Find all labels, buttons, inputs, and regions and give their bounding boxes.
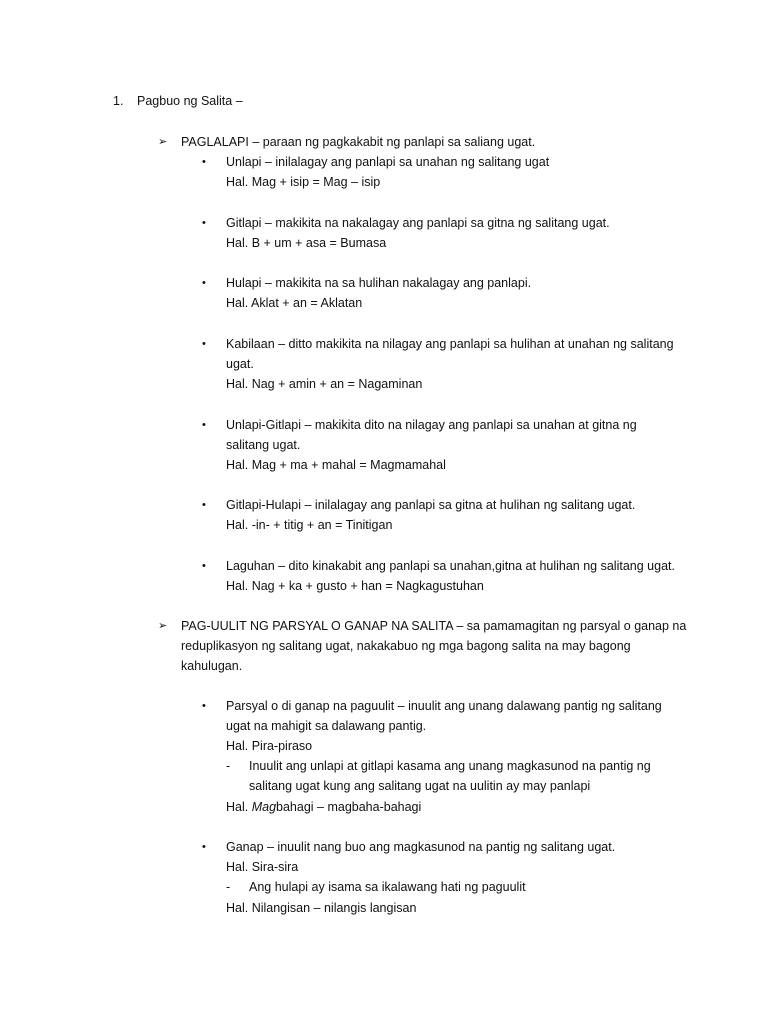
item-ganap-example: Hal. Sira-sira bbox=[226, 860, 299, 874]
sub-ganap-note: Ang hulapi ay isama sa ikalawang hati ng paguulit bbox=[249, 880, 526, 894]
item-parsyal-definition-cont: ugat na mahigit sa dalawang pantig. bbox=[226, 719, 427, 733]
bullet-icon: • bbox=[202, 700, 206, 712]
section-pag-uulit-title: PAG-UULIT NG PARSYAL O GANAP NA SALITA – sa pamamagitan ng parsyal o ganap na bbox=[181, 619, 687, 633]
item-unlapi-gitlapi-definition-cont: salitang ugat. bbox=[226, 438, 301, 452]
example-rest: bahagi – magbaha-bahagi bbox=[276, 800, 422, 814]
bullet-icon: • bbox=[202, 419, 206, 431]
item-parsyal-definition: Parsyal o di ganap na paguulit – inuulit ang unang dalawang pantig ng salitang bbox=[226, 699, 662, 713]
item-laguhan-example: Hal. Nag + ka + gusto + han = Nagkagustuhan bbox=[226, 579, 484, 593]
item-unlapi-gitlapi-example: Hal. Mag + ma + mahal = Magmamahal bbox=[226, 458, 446, 472]
bullet-icon: • bbox=[202, 156, 206, 168]
item-parsyal-sub-example bbox=[226, 799, 421, 815]
item-ganap-definition: Ganap – inuulit nang buo ang magkasunod na pantig ng salitang ugat. bbox=[226, 840, 616, 854]
item-kabilaan-example: Hal. Nag + amin + an = Nagaminan bbox=[226, 377, 423, 391]
arrow-bullet-icon: ➢ bbox=[158, 620, 168, 632]
item-hulapi-definition: Hulapi – makikita na sa hulihan nakalagay ang panlapi. bbox=[226, 276, 532, 290]
section-pag-uulit-desc-3: kahulugan. bbox=[181, 659, 243, 673]
item-unlapi-example: Hal. Mag + isip = Mag – isip bbox=[226, 175, 381, 189]
sub-parsyal-note: Inuulit ang unlapi at gitlapi kasama ang unang magkasunod na pantig ng bbox=[249, 759, 651, 773]
section-paglalapi-title: PAGLALAPI – paraan ng pagkakabit ng panlapi sa saliang ugat. bbox=[181, 135, 536, 149]
bullet-icon: • bbox=[202, 277, 206, 289]
bullet-icon: • bbox=[202, 560, 206, 572]
item-gitlapi-hulapi-example: Hal. -in- + titig + an = Tinitigan bbox=[226, 518, 393, 532]
heading-title: Pagbuo ng Salita – bbox=[137, 94, 243, 108]
item-parsyal-example: Hal. Pira-piraso bbox=[226, 739, 313, 753]
item-unlapi-gitlapi-definition: Unlapi-Gitlapi – makikita dito na nilagay ang panlapi sa unahan at gitna ng bbox=[226, 418, 637, 432]
item-gitlapi-example: Hal. B + um + asa = Bumasa bbox=[226, 236, 387, 250]
example-italic-prefix: Mag bbox=[251, 800, 277, 814]
arrow-bullet-icon: ➢ bbox=[158, 136, 168, 148]
section-pag-uulit-desc-2: reduplikasyon ng salitang ugat, nakakabuo ng mga bagong salita na may bagong bbox=[181, 639, 631, 653]
item-hulapi-example: Hal. Aklat + an = Aklatan bbox=[226, 296, 363, 310]
dash-bullet: - bbox=[226, 880, 231, 894]
bullet-icon: • bbox=[202, 499, 206, 511]
sub-parsyal-note-cont: salitang ugat kung ang salitang ugat na uulitin ay may panlapi bbox=[249, 779, 591, 793]
item-gitlapi-definition: Gitlapi – makikita na nakalagay ang panlapi sa gitna ng salitang ugat. bbox=[226, 216, 610, 230]
item-unlapi-definition: Unlapi – inilalagay ang panlapi sa unahan ng salitang ugat bbox=[226, 155, 550, 169]
item-ganap-sub-example: Hal. Nilangisan – nilangis langisan bbox=[226, 901, 417, 915]
item-gitlapi-hulapi-definition: Gitlapi-Hulapi – inilalagay ang panlapi sa gitna at hulihan ng salitang ugat. bbox=[226, 498, 636, 512]
bullet-icon: • bbox=[202, 841, 206, 853]
item-kabilaan-definition-cont: ugat. bbox=[226, 357, 254, 371]
dash-bullet: - bbox=[226, 759, 231, 773]
example-prefix: Hal. bbox=[226, 800, 252, 814]
bullet-icon: • bbox=[202, 338, 206, 350]
heading-number: 1. bbox=[113, 94, 124, 108]
item-kabilaan-definition: Kabilaan – ditto makikita na nilagay ang panlapi sa hulihan at unahan ng salitang bbox=[226, 337, 674, 351]
item-laguhan-definition: Laguhan – dito kinakabit ang panlapi sa unahan,gitna at hulihan ng salitang ugat. bbox=[226, 559, 675, 573]
bullet-icon: • bbox=[202, 217, 206, 229]
